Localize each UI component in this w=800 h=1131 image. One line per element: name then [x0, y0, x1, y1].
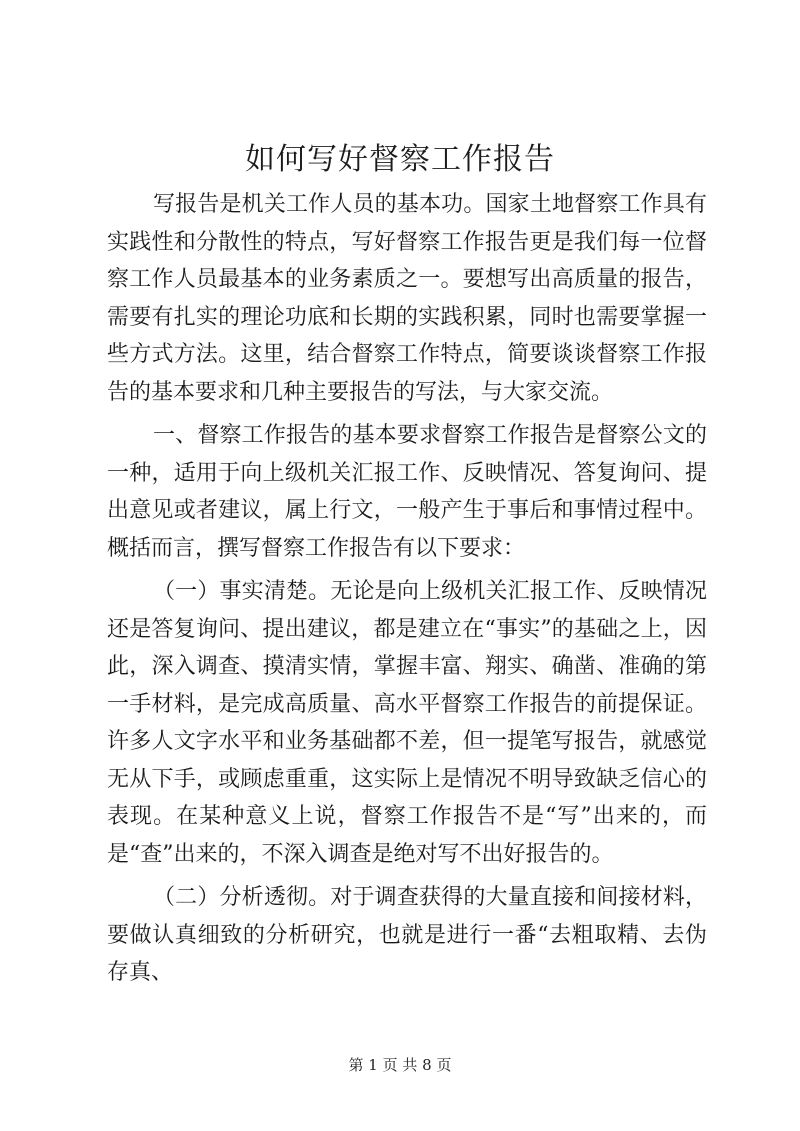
paragraph-analysis: （二）分析透彻。对于调查获得的大量直接和间接材料，要做认真细致的分析研究，也就是进行一番“去粗取精、去伪存真、 [107, 885, 707, 985]
paragraph-intro: 写报告是机关工作人员的基本功。国家土地督察工作具有实践性和分散性的特点，写好督察工作报告更是我们每一位督察工作人员最基本的业务素质之一。要想写出高质量的报告，需要有扎实的理论功底和长期的实践积累，同时也需要掌握一些方式方法。这里，结合督察工作特点，简要谈谈督察工作报告的基本要求和几种主要报告的写法，与大家交流。 [107, 192, 707, 405]
document-title: 如何写好督察工作报告 [245, 142, 555, 177]
paragraph-section-1: 一、督察工作报告的基本要求督察工作报告是督察公文的一种，适用于向上级机关汇报工作、反映情况、答复询问、提出意见或者建议，属上行文，一般产生于事后和事情过程中。概括而言，撰写督察工作报告有以下要求： [107, 423, 707, 561]
document-body [107, 186, 707, 998]
paragraph-facts-clear: （一）事实清楚。无论是向上级机关汇报工作、反映情况还是答复询问、提出建议，都是建立在“事实”的基础之上，因此，深入调查、摸清实情，掌握丰富、翔实、确凿、准确的第一手材料，是完成高质量、高水平督察工作报告的前提保证。许多人文字水平和业务基础都不差，但一提笔写报告，就感觉无从下手，或顾虑重重，这实际上是情况不明导致缺乏信心的表现。在某种意义上说，督察工作报告不是“写”出来的，而是“查”出来的，不深入调查是绝对写不出好报告的。 [107, 579, 707, 867]
page-number-footer: 第 1 页 共 8 页 [348, 1056, 452, 1074]
